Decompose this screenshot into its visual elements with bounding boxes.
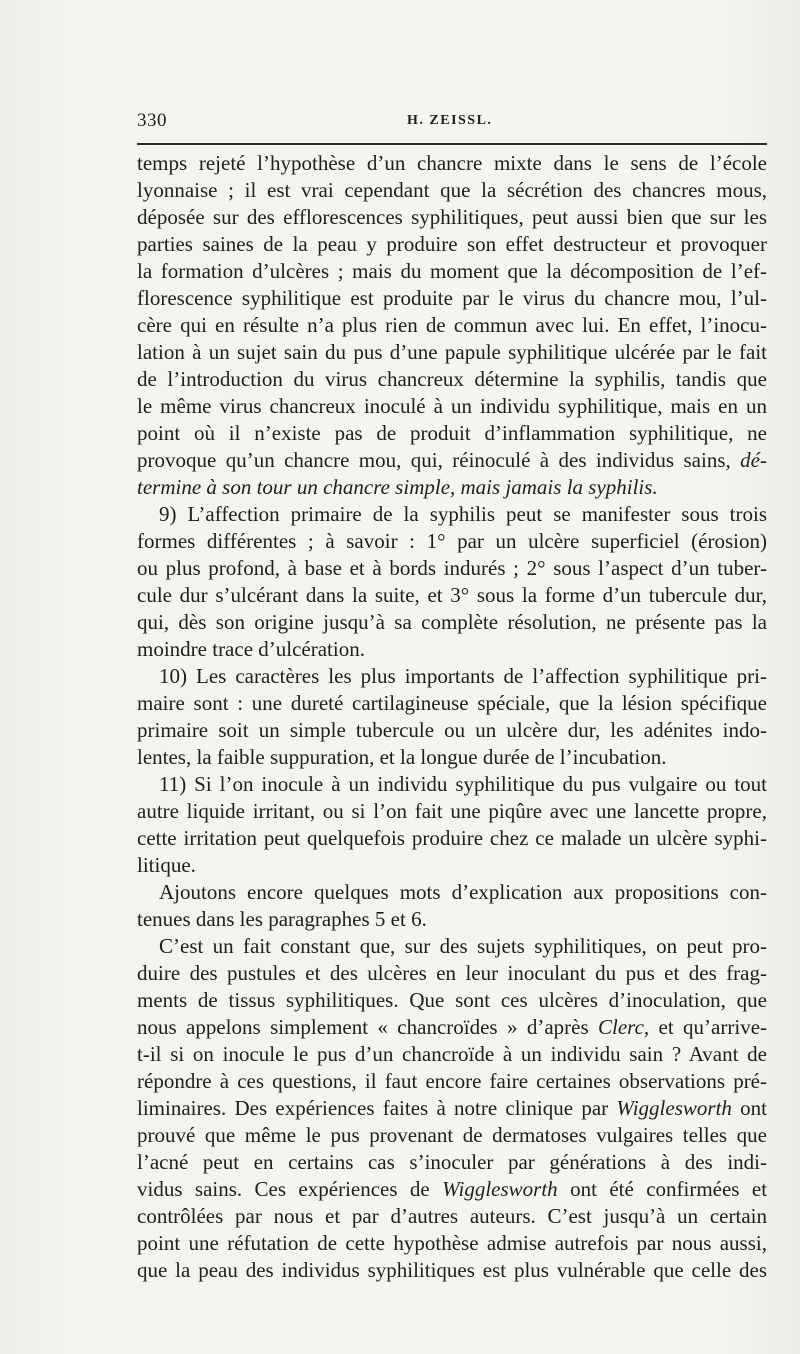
text-line [137, 1095, 767, 1122]
text-segment: ont [740, 1096, 767, 1120]
text-line: primaire soit un simple tubercule ou un ulcère dur, les adénites indo- [137, 718, 767, 742]
text-line: l’acné peut en certains cas s’inoculer par générations à des indi- [137, 1150, 767, 1174]
text-line: point où il n’existe pas de produit d’inflammation syphilitique, ne [137, 421, 767, 445]
text-line: autre liquide irritant, ou si l’on fait une piqûre avec une lancette propre, [137, 799, 767, 823]
text-line: t-il si on inocule le pus d’un chancroïde à un individu sain ? Avant de [137, 1042, 767, 1066]
text-line: duire des pustules et des ulcères en leur inoculant du pus et des frag- [137, 961, 767, 985]
text-line: cette irritation peut quelquefois produire chez ce malade un ulcère syphi- [137, 826, 767, 850]
text-line: cule dur s’ulcérant dans la suite, et 3° sous la forme d’un tubercule dur, [137, 583, 767, 607]
text-line: lentes, la faible suppuration, et la longue durée de l’incubation. [137, 745, 667, 769]
text-line: point une réfutation de cette hypothèse admise autrefois par nous aussi, [137, 1231, 767, 1255]
text-line: 11) Si l’on inocule à un individu syphilitique du pus vulgaire ou tout [159, 772, 767, 796]
page-number: 330 [137, 110, 167, 131]
text-line: termine à son tour un chancre simple, mais jamais la syphilis. [137, 475, 658, 499]
text-line: cère qui en résulte n’a plus rien de commun avec lui. En effet, l’inocu- [137, 313, 767, 337]
text-line: C’est un fait constant que, sur des sujets syphilitiques, on peut pro- [159, 934, 767, 958]
text-line: qui, dès son origine jusqu’à sa complète résolution, ne présente pas la [137, 610, 767, 634]
text-line: florescence syphilitique est produite par le virus du chancre mou, l’ul- [137, 286, 767, 310]
text-segment: vidus sains. Ces expériences de [137, 1177, 430, 1201]
text-segment: liminaires. Des expériences faites à notre clinique par [137, 1096, 609, 1120]
text-line: temps rejeté l’hypothèse d’un chancre mixte dans le sens de l’école [137, 151, 767, 175]
text-line: que la peau des individus syphilitiques est plus vulnérable que celle des [137, 1258, 767, 1282]
text-line [137, 1176, 767, 1203]
text-line: ou plus profond, à base et à bords indurés ; 2° sous l’aspect d’un tuber- [137, 556, 767, 580]
text-line: formes différentes ; à savoir : 1° par un ulcère superficiel (érosion) [137, 529, 767, 553]
body-text [137, 150, 767, 1284]
text-line: 9) L’affection primaire de la syphilis peut se manifester sous trois [159, 502, 767, 526]
text-line: de l’introduction du virus chancreux détermine la syphilis, tandis que [137, 367, 767, 391]
italic-segment: Wigglesworth [442, 1177, 558, 1201]
text-line: ments de tissus syphilitiques. Que sont ces ulcères d’inoculation, que [137, 988, 767, 1012]
text-line: lation à un sujet sain du pus d’une papule syphilitique ulcérée par le fait [137, 340, 767, 364]
text-line: 10) Les caractères les plus importants de l’affection syphilitique pri- [159, 664, 767, 688]
text-line: litique. [137, 853, 196, 877]
italic-segment: Clerc, [598, 1015, 650, 1039]
text-line: déposée sur des efflorescences syphilitiques, peut aussi bien que sur les [137, 205, 767, 229]
text-line: le même virus chancreux inoculé à un individu syphilitique, mais en un [137, 394, 767, 418]
text-line: tenues dans les paragraphes 5 et 6. [137, 907, 427, 931]
text-segment: provoque qu’un chancre mou, qui, réinoculé à des individus sains, [137, 448, 731, 472]
text-line: répondre à ces questions, il faut encore faire certaines observations pré- [137, 1069, 767, 1093]
text-segment: et qu’arrive- [658, 1015, 767, 1039]
text-line: maire sont : une dureté cartilagineuse spéciale, que la lésion spécifique [137, 691, 767, 715]
italic-segment: dé- [740, 448, 767, 472]
text-line: Ajoutons encore quelques mots d’explication aux propositions con- [159, 880, 767, 904]
page-header [137, 110, 767, 138]
text-line: parties saines de la peau y produire son effet destructeur et provoquer [137, 232, 767, 256]
text-line: prouvé que même le pus provenant de dermatoses vulgaires telles que [137, 1123, 767, 1147]
text-line: la formation d’ulcères ; mais du moment que la décomposition de l’ef- [137, 259, 767, 283]
running-head: H. ZEISSL. [407, 113, 493, 128]
text-line: lyonnaise ; il est vrai cependant que la sécrétion des chancres mous, [137, 178, 767, 202]
text-line: moindre trace d’ulcération. [137, 637, 365, 661]
italic-segment: Wigglesworth [616, 1096, 732, 1120]
text-line [137, 1014, 767, 1041]
header-rule [137, 143, 767, 145]
text-segment: ont été confirmées et [570, 1177, 767, 1201]
text-segment: nous appelons simplement « chancroïdes » d’après [137, 1015, 589, 1039]
text-line [137, 447, 767, 474]
text-line: contrôlées par nous et par d’autres auteurs. C’est jusqu’à un certain [137, 1204, 767, 1228]
